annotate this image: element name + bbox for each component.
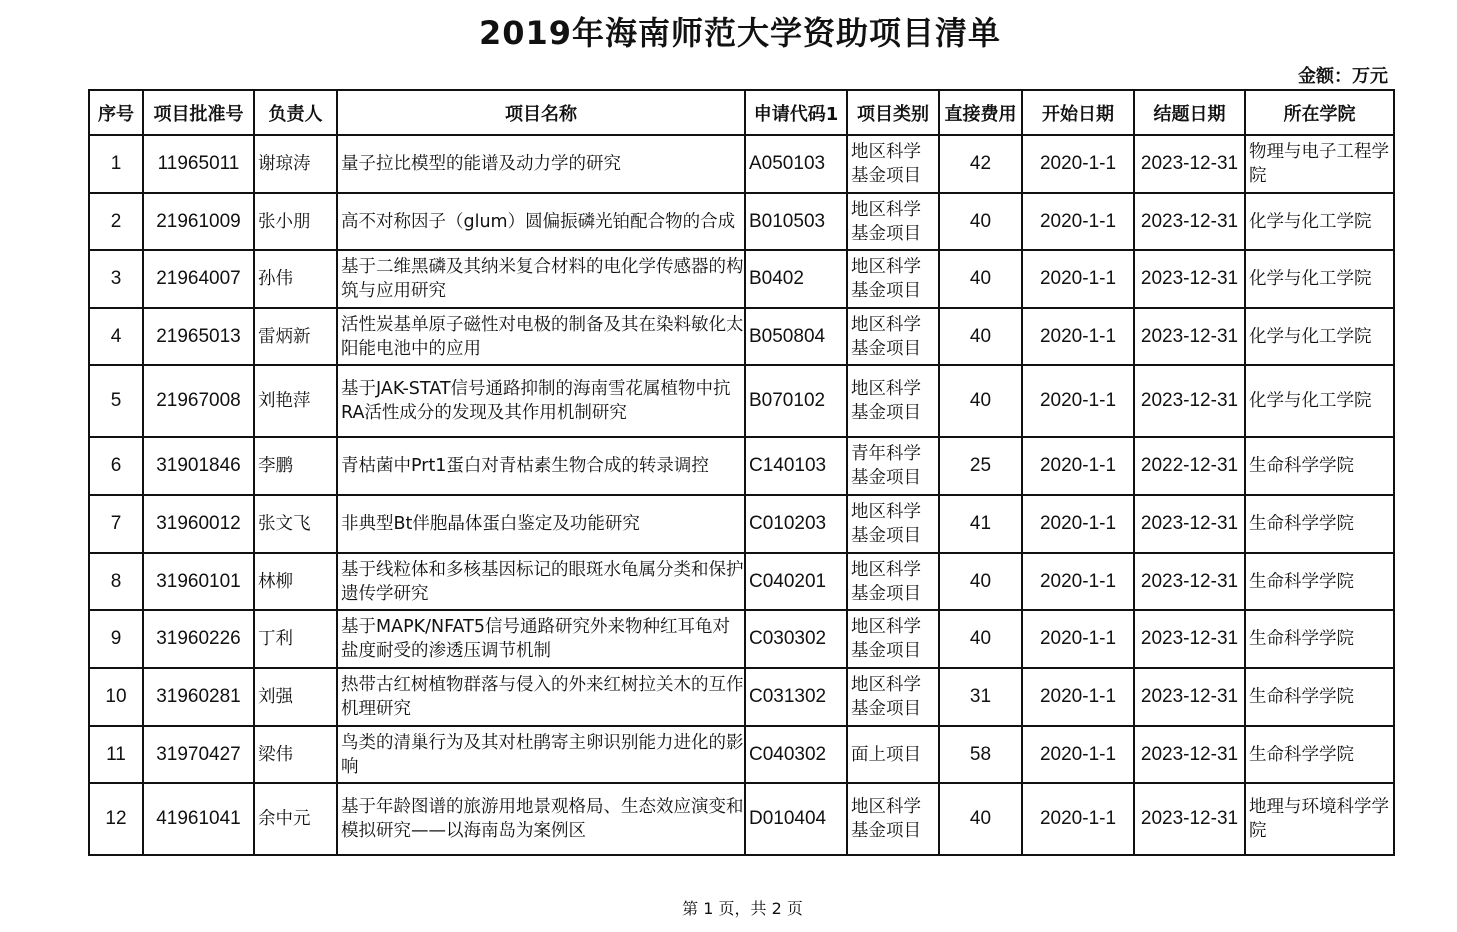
table-row [89,783,1394,855]
cell-start-date: 2020-1-1 [1022,668,1134,726]
cell-start-date: 2020-1-1 [1022,193,1134,250]
cell-category: 地区科学基金项目 [847,308,939,365]
cell-category: 地区科学基金项目 [847,135,939,193]
page-footer: 第 1 页，共 2 页 [682,899,803,918]
cell-start-date: 2020-1-1 [1022,365,1134,437]
cell-end-date: 2023-12-31 [1134,193,1245,250]
cell-project-name: 活性炭基单原子磁性对电极的制备及其在染料敏化太阳能电池中的应用 [337,308,745,365]
unit-label: 金额：万元 [1298,66,1388,87]
cell-college: 生命科学学院 [1245,437,1394,495]
cell-end-date: 2023-12-31 [1134,495,1245,553]
cell-fee: 40 [939,553,1022,610]
cell-code: D010404 [745,783,847,855]
cell-code: C040302 [745,726,847,783]
cell-seq: 1 [89,135,143,193]
header-approval-no: 项目批准号 [143,90,254,135]
cell-seq: 11 [89,726,143,783]
cell-college: 生命科学学院 [1245,610,1394,668]
cell-fee: 31 [939,668,1022,726]
cell-start-date: 2020-1-1 [1022,783,1134,855]
header-fee: 直接费用 [939,90,1022,135]
cell-project-name: 基于线粒体和多核基因标记的眼斑水龟属分类和保护遗传学研究 [337,553,745,610]
table-row [89,553,1394,610]
cell-leader: 孙伟 [254,250,337,308]
cell-end-date: 2023-12-31 [1134,365,1245,437]
cell-seq: 9 [89,610,143,668]
cell-approval-no: 11965011 [143,135,254,193]
cell-fee: 25 [939,437,1022,495]
cell-start-date: 2020-1-1 [1022,553,1134,610]
project-table [88,89,1395,856]
cell-end-date: 2022-12-31 [1134,437,1245,495]
cell-category: 地区科学基金项目 [847,193,939,250]
cell-approval-no: 41961041 [143,783,254,855]
cell-seq: 5 [89,365,143,437]
cell-leader: 刘强 [254,668,337,726]
cell-seq: 6 [89,437,143,495]
cell-fee: 40 [939,193,1022,250]
cell-fee: 40 [939,610,1022,668]
cell-college: 生命科学学院 [1245,668,1394,726]
cell-project-name: 基于JAK-STAT信号通路抑制的海南雪花属植物中抗RA活性成分的发现及其作用机制研究 [337,365,745,437]
cell-end-date: 2023-12-31 [1134,783,1245,855]
cell-category: 地区科学基金项目 [847,495,939,553]
cell-leader: 梁伟 [254,726,337,783]
cell-project-name: 基于MAPK/NFAT5信号通路研究外来物种红耳龟对盐度耐受的渗透压调节机制 [337,610,745,668]
cell-approval-no: 31960012 [143,495,254,553]
table-row [89,726,1394,783]
cell-project-name: 青枯菌中Prt1蛋白对青枯素生物合成的转录调控 [337,437,745,495]
cell-end-date: 2023-12-31 [1134,308,1245,365]
cell-fee: 40 [939,308,1022,365]
cell-approval-no: 21964007 [143,250,254,308]
cell-category: 地区科学基金项目 [847,668,939,726]
cell-start-date: 2020-1-1 [1022,726,1134,783]
cell-code: C040201 [745,553,847,610]
cell-college: 生命科学学院 [1245,495,1394,553]
header-project-name: 项目名称 [337,90,745,135]
cell-college: 生命科学学院 [1245,553,1394,610]
cell-start-date: 2020-1-1 [1022,250,1134,308]
cell-end-date: 2023-12-31 [1134,610,1245,668]
cell-code: B070102 [745,365,847,437]
cell-start-date: 2020-1-1 [1022,495,1134,553]
cell-end-date: 2023-12-31 [1134,250,1245,308]
cell-category: 地区科学基金项目 [847,783,939,855]
cell-start-date: 2020-1-1 [1022,308,1134,365]
cell-project-name: 热带古红树植物群落与侵入的外来红树拉关木的互作机理研究 [337,668,745,726]
cell-approval-no: 31901846 [143,437,254,495]
cell-college: 化学与化工学院 [1245,308,1394,365]
table-row [89,135,1394,193]
cell-end-date: 2023-12-31 [1134,668,1245,726]
cell-code: B010503 [745,193,847,250]
table-row [89,308,1394,365]
cell-fee: 40 [939,365,1022,437]
cell-project-name: 量子拉比模型的能谱及动力学的研究 [337,135,745,193]
cell-approval-no: 21967008 [143,365,254,437]
cell-approval-no: 21965013 [143,308,254,365]
cell-category: 地区科学基金项目 [847,250,939,308]
header-seq: 序号 [89,90,143,135]
cell-leader: 谢琼涛 [254,135,337,193]
cell-code: B0402 [745,250,847,308]
cell-college: 生命科学学院 [1245,726,1394,783]
cell-leader: 刘艳萍 [254,365,337,437]
cell-category: 地区科学基金项目 [847,553,939,610]
cell-approval-no: 31960101 [143,553,254,610]
cell-college: 化学与化工学院 [1245,250,1394,308]
cell-category: 地区科学基金项目 [847,610,939,668]
cell-fee: 40 [939,783,1022,855]
cell-college: 化学与化工学院 [1245,365,1394,437]
cell-leader: 雷炳新 [254,308,337,365]
cell-approval-no: 31970427 [143,726,254,783]
table-row [89,495,1394,553]
cell-end-date: 2023-12-31 [1134,726,1245,783]
cell-start-date: 2020-1-1 [1022,135,1134,193]
cell-approval-no: 31960281 [143,668,254,726]
cell-seq: 2 [89,193,143,250]
cell-leader: 张文飞 [254,495,337,553]
cell-college: 化学与化工学院 [1245,193,1394,250]
cell-fee: 42 [939,135,1022,193]
cell-code: B050804 [745,308,847,365]
cell-project-name: 基于二维黑磷及其纳米复合材料的电化学传感器的构筑与应用研究 [337,250,745,308]
header-category: 项目类别 [847,90,939,135]
cell-fee: 58 [939,726,1022,783]
cell-leader: 余中元 [254,783,337,855]
cell-college: 地理与环境科学学院 [1245,783,1394,855]
cell-seq: 7 [89,495,143,553]
cell-project-name: 高不对称因子（glum）圆偏振磷光铂配合物的合成 [337,193,745,250]
header-leader: 负责人 [254,90,337,135]
table-row [89,437,1394,495]
cell-leader: 张小朋 [254,193,337,250]
cell-fee: 41 [939,495,1022,553]
cell-category: 地区科学基金项目 [847,365,939,437]
cell-end-date: 2023-12-31 [1134,135,1245,193]
cell-seq: 8 [89,553,143,610]
cell-seq: 12 [89,783,143,855]
cell-start-date: 2020-1-1 [1022,610,1134,668]
cell-approval-no: 21961009 [143,193,254,250]
cell-project-name: 基于年龄图谱的旅游用地景观格局、生态效应演变和模拟研究——以海南岛为案例区 [337,783,745,855]
cell-leader: 丁利 [254,610,337,668]
cell-code: C140103 [745,437,847,495]
table-row [89,610,1394,668]
table-row [89,250,1394,308]
table-row [89,193,1394,250]
cell-seq: 3 [89,250,143,308]
cell-category: 面上项目 [847,726,939,783]
cell-code: C010203 [745,495,847,553]
cell-code: C030302 [745,610,847,668]
cell-leader: 林柳 [254,553,337,610]
cell-fee: 40 [939,250,1022,308]
header-start-date: 开始日期 [1022,90,1134,135]
cell-end-date: 2023-12-31 [1134,553,1245,610]
cell-leader: 李鹏 [254,437,337,495]
cell-seq: 4 [89,308,143,365]
header-end-date: 结题日期 [1134,90,1245,135]
cell-seq: 10 [89,668,143,726]
cell-category: 青年科学基金项目 [847,437,939,495]
header-row [89,90,1394,135]
header-college: 所在学院 [1245,90,1394,135]
header-code: 申请代码1 [745,90,847,135]
cell-approval-no: 31960226 [143,610,254,668]
cell-project-name: 非典型Bt伴胞晶体蛋白鉴定及功能研究 [337,495,745,553]
cell-start-date: 2020-1-1 [1022,437,1134,495]
cell-college: 物理与电子工程学院 [1245,135,1394,193]
cell-code: C031302 [745,668,847,726]
page-title: 2019年海南师范大学资助项目清单 [478,14,1002,52]
table-row [89,668,1394,726]
cell-code: A050103 [745,135,847,193]
table-row [89,365,1394,437]
cell-project-name: 鸟类的清巢行为及其对杜鹃寄主卵识别能力进化的影响 [337,726,745,783]
